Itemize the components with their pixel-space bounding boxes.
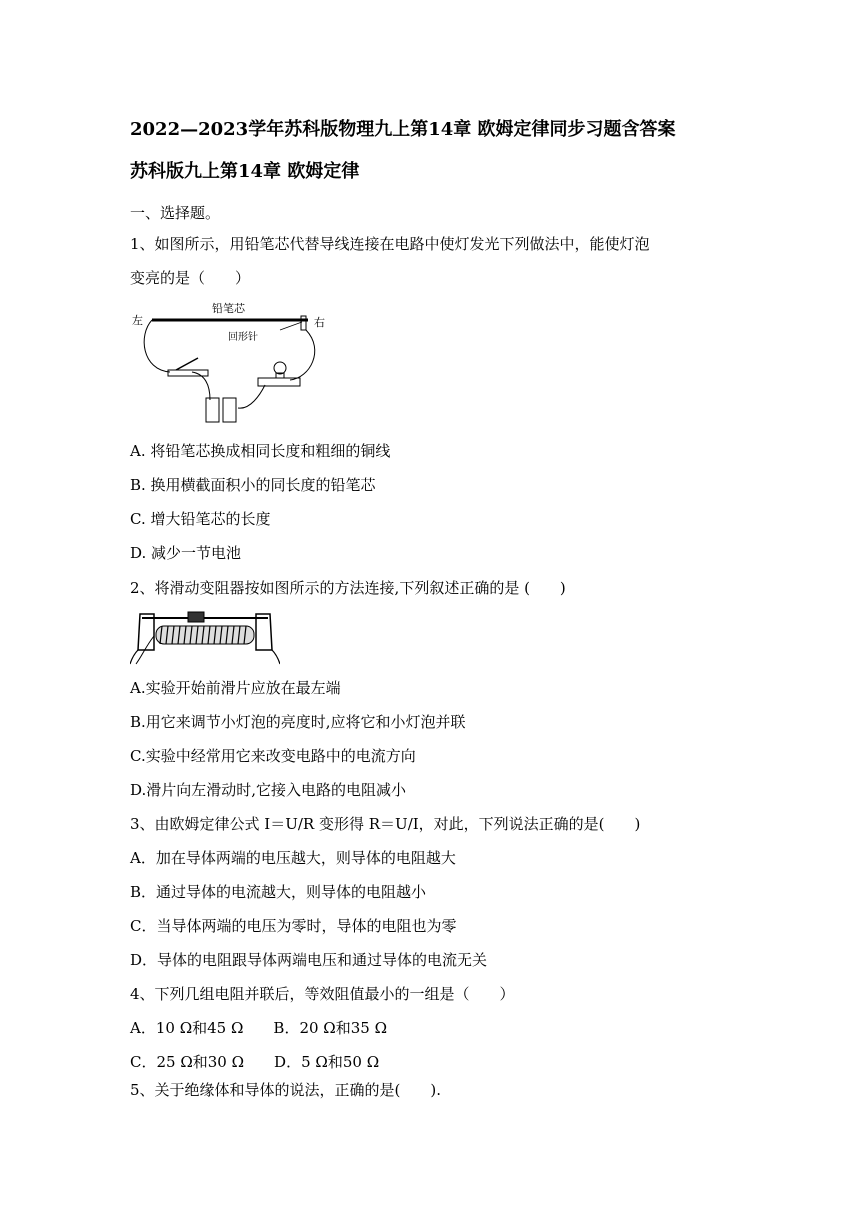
q1-stem-line1: 1、如图所示，用铅笔芯代替导线连接在电路中使灯发光下列做法中，能使灯泡 (130, 235, 650, 253)
q4-options-row2: C．25 Ω和30 Ω D．5 Ω和50 Ω (130, 1053, 380, 1071)
q4-options-row1: A．10 Ω和45 Ω B．20 Ω和35 Ω (130, 1019, 388, 1037)
q3-option-c: C．当导体两端的电压为零时，导体的电阻也为零 (130, 917, 457, 935)
q1-option-c: C. 增大铅笔芯的长度 (130, 510, 271, 528)
q1-option-a: A. 将铅笔芯换成相同长度和粗细的铜线 (130, 442, 391, 460)
q2-stem: 2、将滑动变阻器按如图所示的方法连接,下列叙述正确的是 ( ) (130, 579, 566, 597)
document-subtitle: 苏科版九上第14章 欧姆定律 (130, 161, 360, 182)
q1-option-b: B. 换用横截面积小的同长度的铅笔芯 (130, 476, 376, 494)
q3-stem: 3、由欧姆定律公式 I＝U/R 变形得 R＝U/I，对此，下列说法正确的是( ) (130, 815, 641, 833)
q2-option-d: D.滑片向左滑动时,它接入电路的电阻减小 (130, 781, 407, 799)
section-heading: 一、选择题。 (130, 204, 221, 222)
q2-option-b: B.用它来调节小灯泡的亮度时,应将它和小灯泡并联 (130, 713, 466, 731)
label-pencil: 铅笔芯 (212, 302, 245, 315)
q2-option-a: A.实验开始前滑片应放在最左端 (130, 679, 341, 697)
q1-stem-line2: 变亮的是（ ） (130, 269, 251, 287)
q3-option-a: A．加在导体两端的电压越大，则导体的电阻越大 (130, 849, 456, 867)
document-title: 2022—2023学年苏科版物理九上第14章 欧姆定律同步习题含答案 (130, 119, 676, 140)
q5-stem: 5、关于绝缘体和导体的说法，正确的是( ). (130, 1081, 442, 1099)
q2-option-c: C.实验中经常用它来改变电路中的电流方向 (130, 747, 416, 765)
q2-rheostat-figure (130, 606, 280, 666)
q4-stem: 4、下列几组电阻并联后，等效阻值最小的一组是（ ） (130, 985, 515, 1003)
q1-option-d: D. 减少一节电池 (130, 544, 242, 562)
q3-option-d: D．导体的电阻跟导体两端电压和通过导体的电流无关 (130, 951, 488, 969)
q1-circuit-figure (130, 300, 330, 430)
label-clip: 回形针 (228, 332, 258, 343)
label-right: 右 (314, 316, 325, 329)
q3-option-b: B．通过导体的电流越大，则导体的电阻越小 (130, 883, 427, 901)
label-left: 左 (132, 314, 143, 327)
